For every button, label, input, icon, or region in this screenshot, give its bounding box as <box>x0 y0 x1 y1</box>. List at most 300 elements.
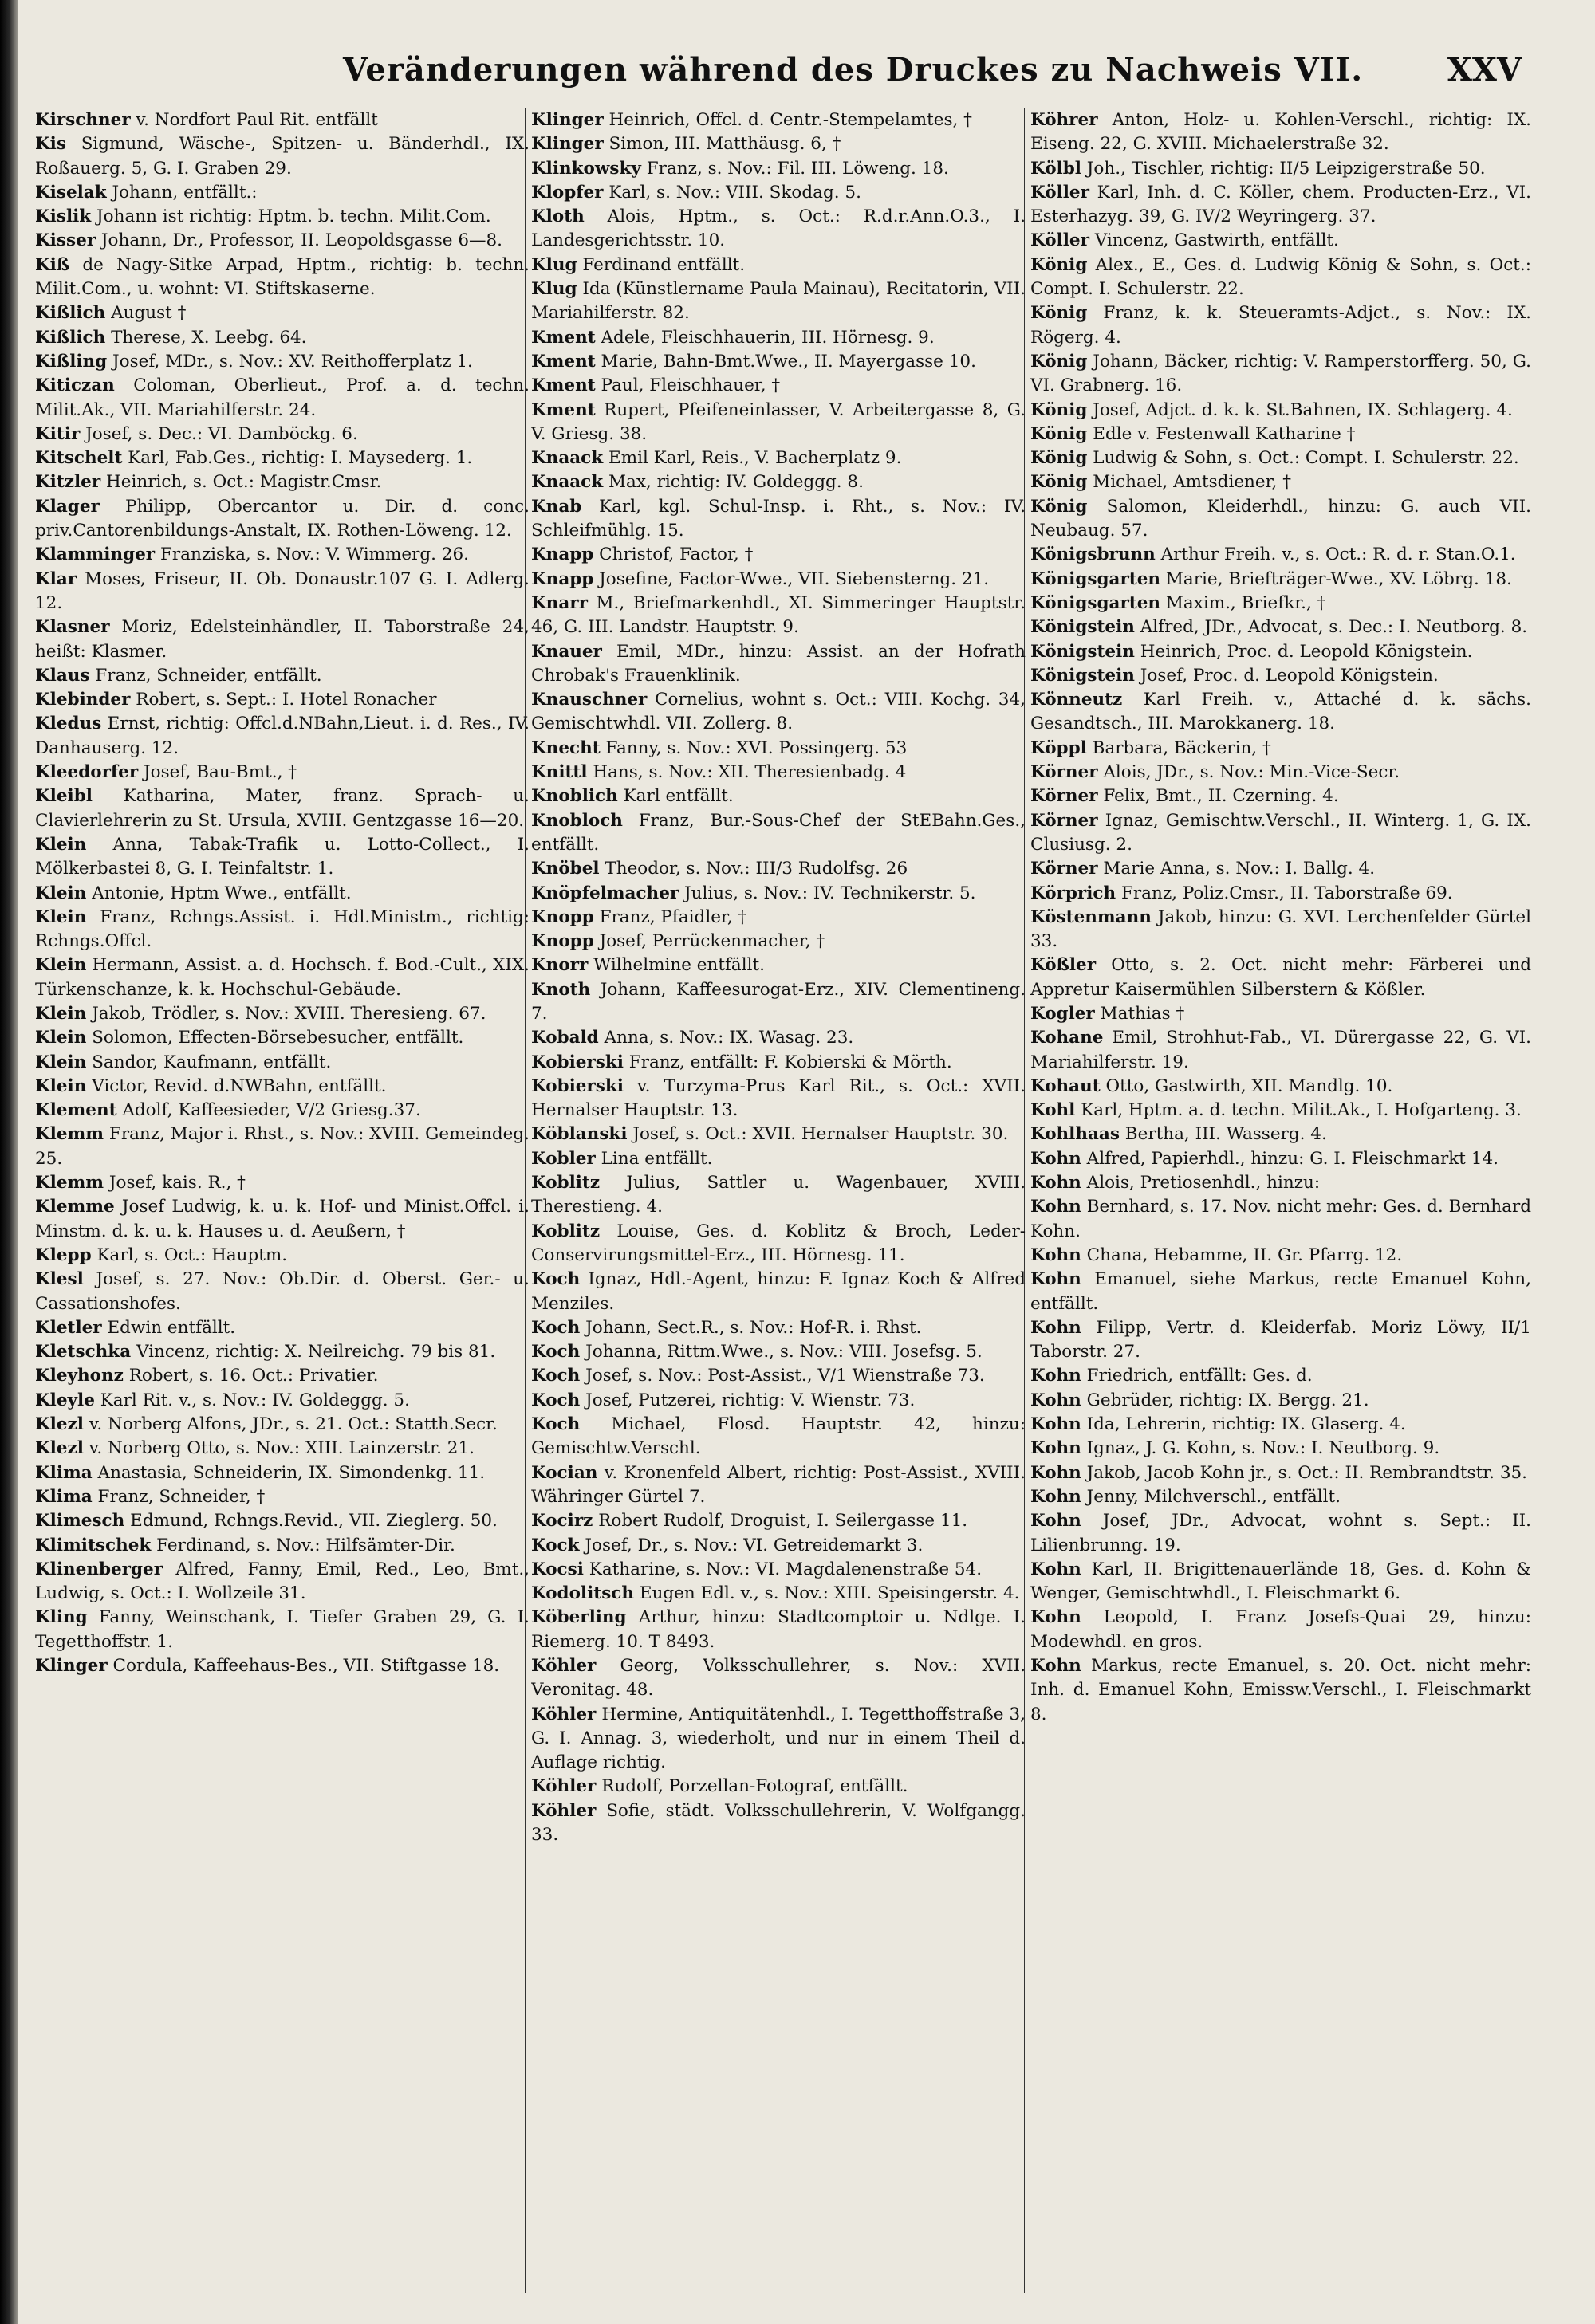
directory-entry <box>35 132 530 181</box>
directory-entry <box>35 1413 530 1437</box>
entry-surname: Kment <box>531 327 596 348</box>
entry-surname: König <box>1030 303 1088 324</box>
directory-entry <box>35 423 530 446</box>
directory-entry <box>531 181 1026 205</box>
entry-details: Franz, k. k. Steueramts-Adjct., s. Nov.: IX. Rögerg. 4. <box>1030 303 1531 348</box>
entry-details: Franziska, s. Nov.: V. Wimmerg. 26. <box>160 545 469 565</box>
directory-entry <box>531 1340 1026 1364</box>
entry-details: Chana, Hebamme, II. Gr. Pfarrg. 12. <box>1086 1245 1403 1265</box>
entry-surname: Köblanski <box>531 1124 628 1145</box>
entry-surname: Klesl <box>35 1269 84 1290</box>
entry-details: Adele, Fleischhauerin, III. Hörnesg. 9. <box>601 327 935 348</box>
directory-entry <box>531 1316 1026 1340</box>
entry-details: Franz, entfällt: F. Kobierski & Mörth. <box>628 1052 952 1072</box>
entry-surname: Kis <box>35 134 66 155</box>
entry-surname: Knoth <box>531 979 591 1000</box>
entry-surname: Kocsi <box>531 1559 584 1579</box>
directory-entry <box>35 108 530 132</box>
entry-details: Alois, JDr., s. Nov.: Min.-Vice-Secr. <box>1103 762 1400 783</box>
entry-details: Karl Freih. v., Attaché d. k. sächs. Gesandtsch., III. Marokkanerg. 18. <box>1030 690 1531 734</box>
entry-surname: Knaack <box>531 448 604 469</box>
entry-surname: Kling <box>35 1607 88 1628</box>
entry-details: Karl Rit. v., s. Nov.: IV. Goldeggg. 5. <box>100 1390 410 1410</box>
entry-details: Simon, III. Matthäusg. 6, † <box>608 134 841 155</box>
directory-entry <box>1030 446 1531 470</box>
directory-entry <box>531 1558 1026 1582</box>
entry-surname: Knopp <box>531 906 594 927</box>
entry-surname: Klemm <box>35 1173 104 1193</box>
directory-entry <box>35 1195 530 1244</box>
entry-details: Philipp, Obercantor u. Dir. d. conc. priv.Cantorenbildungs-Anstalt, IX. Rothen-Löweng. 12. <box>35 496 530 541</box>
entry-details: Ferdinand, s. Nov.: Hilfsämter-Dir. <box>156 1535 455 1555</box>
entry-details: Josef, Putzerei, richtig: V. Wienstr. 73. <box>585 1390 916 1410</box>
entry-details: Johann ist richtig: Hptm. b. techn. Milit.Com. <box>96 206 491 227</box>
entry-details: Hans, s. Nov.: XII. Theresienbadg. 4 <box>593 762 907 783</box>
directory-entry <box>531 1413 1026 1461</box>
directory-entry <box>1030 423 1531 446</box>
entry-surname: Kohn <box>1030 1148 1081 1169</box>
entry-details: Arthur Freih. v., s. Oct.: R. d. r. Stan.O.1. <box>1160 545 1516 565</box>
entry-surname: Kitzler <box>35 472 101 493</box>
entry-surname: Klein <box>35 883 87 903</box>
entry-details: Franz, Major i. Rhst., s. Nov.: XVIII. Gemeindeg. 25. <box>35 1124 530 1169</box>
entry-surname: Köhler <box>531 1800 597 1821</box>
directory-entry <box>35 374 530 423</box>
entry-details: Hermann, Assist. a. d. Hochsch. f. Bod.-Cult., XIX. Türkenschanze, k. k. Hochschul-Gebäude. <box>35 955 530 1000</box>
entry-surname: Koblitz <box>531 1221 601 1241</box>
directory-entry <box>1030 495 1531 544</box>
entry-details: Maxim., Briefkr., † <box>1165 592 1326 613</box>
directory-entry <box>1030 761 1531 784</box>
entry-surname: Kohn <box>1030 1438 1081 1459</box>
directory-entry <box>35 1075 530 1099</box>
entry-details: Max, richtig: IV. Goldeggg. 8. <box>608 472 864 493</box>
entry-surname: Kohn <box>1030 1317 1081 1338</box>
page-number: XXV <box>1447 51 1522 88</box>
entry-details: Sigmund, Wäsche-, Spitzen- u. Bänderhdl., IX. Roßauerg. 5, G. I. Graben 29. <box>35 134 530 179</box>
entry-details: Emil, Strohhut-Fab., VI. Dürergasse 22, G. VI. Mariahilferstr. 19. <box>1030 1028 1531 1072</box>
entry-surname: König <box>1030 254 1088 275</box>
entry-surname: Klein <box>35 955 87 976</box>
directory-entry <box>35 1509 530 1533</box>
entry-surname: Klug <box>531 279 577 300</box>
entry-surname: Knittl <box>531 762 588 783</box>
entry-details: Alois, Pretiosenhdl., hinzu: <box>1086 1173 1321 1193</box>
directory-entry <box>35 350 530 374</box>
entry-details: Marie, Briefträger-Wwe., XV. Löbrg. 18. <box>1165 568 1512 589</box>
entry-details: Ernst, richtig: Offcl.d.NBahn,Lieut. i. d. Res., IV. Danhauserg. 12. <box>35 714 530 758</box>
entry-surname: Kohn <box>1030 1486 1081 1507</box>
entry-details: Katharina, Mater, franz. Sprach- u. Clavierlehrerin zu St. Ursula, XVIII. Gentzgasse 16—20. <box>35 786 530 831</box>
entry-surname: Körner <box>1030 810 1098 831</box>
directory-entry <box>35 1485 530 1509</box>
entry-details: M., Briefmarkenhdl., XI. Simmeringer Hauptstr. 46, G. III. Landstr. Hauptstr. 9. <box>531 592 1026 638</box>
entry-surname: Kohn <box>1030 1414 1081 1435</box>
entry-surname: Kohn <box>1030 1511 1081 1532</box>
entry-details: Franz, Rchngs.Assist. i. Hdl.Ministm., richtig: Rchngs.Offcl. <box>35 906 530 952</box>
directory-entry <box>35 1244 530 1268</box>
entry-details: Ida (Künstlername Paula Mainau), Recitatorin, VII. Mariahilferstr. 82. <box>531 279 1026 324</box>
directory-entry <box>35 1099 530 1123</box>
directory-entry <box>35 1558 530 1606</box>
entry-details: Georg, Volksschullehrer, s. Nov.: XVII. Veronitag. 48. <box>531 1656 1026 1701</box>
directory-entry <box>531 954 1026 977</box>
entry-surname: Kohn <box>1030 1607 1081 1628</box>
entry-surname: Klima <box>35 1486 93 1507</box>
entry-surname: Klemm <box>35 1124 104 1145</box>
directory-entry <box>531 1509 1026 1533</box>
entry-surname: Kiß <box>35 254 70 275</box>
directory-entry <box>35 568 530 616</box>
entry-details: Jakob, Trödler, s. Nov.: XVIII. Theresieng. 67. <box>92 1003 486 1024</box>
entry-details: Heinrich, s. Oct.: Magistr.Cmsr. <box>106 472 382 493</box>
directory-entry <box>1030 1123 1531 1146</box>
directory-entry <box>531 350 1026 374</box>
entry-surname: Klinger <box>531 134 604 155</box>
directory-entry <box>35 688 530 712</box>
binding-gutter <box>0 0 18 2324</box>
directory-entry <box>1030 1244 1531 1268</box>
directory-entry <box>1030 1461 1531 1485</box>
directory-entry <box>531 374 1026 398</box>
entry-surname: Klein <box>35 1052 87 1072</box>
entry-details: Filipp, Vertr. d. Kleiderfab. Moriz Löwy, II/1 Taborstr. 27. <box>1030 1317 1531 1363</box>
directory-entry <box>1030 1437 1531 1461</box>
entry-surname: Kment <box>531 399 596 420</box>
entry-surname: Klopfer <box>531 182 604 203</box>
directory-entry <box>531 809 1026 858</box>
directory-entry <box>1030 108 1531 157</box>
entry-surname: Klug <box>531 254 577 275</box>
directory-entry <box>531 1220 1026 1268</box>
entry-details: Josef, s. Nov.: Post-Assist., V/1 Wienstraße 73. <box>585 1366 985 1386</box>
directory-entry <box>35 446 530 470</box>
directory-entry <box>35 1461 530 1485</box>
entry-details: Karl, s. Nov.: VIII. Skodag. 5. <box>608 182 861 203</box>
entry-details: Josef, Bau-Bmt., † <box>144 762 297 783</box>
directory-entry <box>35 1123 530 1171</box>
entry-details: Victor, Revid. d.NWBahn, entfällt. <box>92 1075 387 1096</box>
entry-details: Solomon, Effecten-Börsebesucher, entfällt. <box>92 1028 464 1048</box>
entry-surname: Kodolitsch <box>531 1583 635 1604</box>
entry-surname: Kleedorfer <box>35 762 139 783</box>
entry-surname: Kohaut <box>1030 1075 1101 1096</box>
entry-details: Julius, s. Nov.: IV. Technikerstr. 5. <box>684 883 976 903</box>
entry-surname: Knaack <box>531 472 604 493</box>
entry-surname: Klein <box>35 834 87 855</box>
entry-details: Robert Rudolf, Droguist, I. Seilergasse 11. <box>598 1511 968 1532</box>
entry-surname: Königsgarten <box>1030 568 1161 589</box>
entry-details: Karl, Fab.Ges., richtig: I. Maysederg. 1. <box>128 448 473 469</box>
directory-entry <box>35 1606 530 1654</box>
entry-details: Alois, Hptm., s. Oct.: R.d.r.Ann.O.3., I. Landesgerichtsstr. 10. <box>531 206 1026 251</box>
entry-surname: Klezl <box>35 1438 84 1459</box>
entry-details: Alfred, Papierhdl., hinzu: G. I. Fleischmarkt 14. <box>1086 1148 1499 1169</box>
entry-details: Jakob, Jacob Kohn jr., s. Oct.: II. Rembrandtstr. 35. <box>1086 1462 1528 1483</box>
directory-entry <box>531 1799 1026 1848</box>
directory-entry <box>531 1582 1026 1606</box>
directory-entry <box>35 543 530 567</box>
directory-entry <box>35 833 530 882</box>
entry-details: Josef Ludwig, k. u. k. Hof- und Minist.Offcl. i. Minstm. d. k. u. k. Hauses u. d. Aeußern, † <box>35 1197 530 1241</box>
entry-surname: Köberling <box>531 1607 627 1628</box>
entry-surname: Kledus <box>35 714 102 734</box>
entry-details: Emil, MDr., hinzu: Assist. an der Hofrath Chrobak's Frauenklinik. <box>531 641 1026 686</box>
entry-details: Josef, s. Dec.: VI. Damböckg. 6. <box>85 423 358 444</box>
directory-entry <box>531 1171 1026 1220</box>
entry-surname: Klimitschek <box>35 1535 152 1555</box>
entry-details: Katharine, s. Nov.: VI. Magdalenenstraße 54. <box>589 1559 983 1579</box>
directory-entry <box>531 1026 1026 1050</box>
directory-entry <box>1030 784 1531 808</box>
entry-details: Robert, s. Sept.: I. Hotel Ronacher <box>136 690 437 710</box>
column-1 <box>35 108 530 2293</box>
entry-details: Antonie, Hptm Wwe., entfällt. <box>92 883 352 903</box>
directory-entry <box>1030 1509 1531 1558</box>
directory-entry <box>1030 1364 1531 1388</box>
entry-surname: König <box>1030 399 1088 420</box>
entry-surname: Kißling <box>35 351 108 372</box>
entry-surname: Knarr <box>531 592 588 613</box>
entry-details: Michael, Amtsdiener, † <box>1093 472 1291 493</box>
entry-surname: Kleibl <box>35 786 93 807</box>
entry-surname: Knab <box>531 496 582 517</box>
column-2 <box>531 108 1026 2293</box>
directory-entry <box>35 1002 530 1026</box>
directory-entry <box>1030 1606 1531 1654</box>
entry-surname: Könneutz <box>1030 690 1123 710</box>
entry-details: Theodor, s. Nov.: III/3 Rudolfsg. 26 <box>605 859 908 879</box>
entry-surname: Kohn <box>1030 1390 1081 1410</box>
entry-surname: Klimesch <box>35 1511 125 1532</box>
directory-entry <box>531 1534 1026 1558</box>
entry-details: Johann, Kaffeesurogat-Erz., XIV. Clementineng. 7. <box>531 979 1026 1024</box>
entry-details: Johanna, Rittm.Wwe., s. Nov.: VIII. Josefsg. 5. <box>585 1342 983 1363</box>
entry-details: Franz, Schneider, entfällt. <box>95 665 322 686</box>
directory-entry <box>1030 157 1531 181</box>
directory-entry <box>35 1026 530 1050</box>
entry-details: Marie, Bahn-Bmt.Wwe., II. Mayergasse 10. <box>601 351 976 372</box>
entry-surname: Kment <box>531 376 596 396</box>
entry-details: Michael, Flosd. Hauptstr. 42, hinzu: Gemischtw.Verschl. <box>531 1414 1026 1459</box>
directory-entry <box>531 1147 1026 1171</box>
entry-surname: Köhler <box>531 1704 597 1724</box>
entry-details: Cornelius, wohnt s. Oct.: VIII. Kochg. 34, Gemischtwhdl. VII. Zollerg. 8. <box>531 690 1026 734</box>
directory-entry <box>1030 254 1531 302</box>
entry-surname: Kohn <box>1030 1173 1081 1193</box>
directory-entry <box>531 978 1026 1027</box>
entry-surname: König <box>1030 423 1088 444</box>
entry-details: Felix, Bmt., II. Czerning. 4. <box>1103 786 1339 807</box>
directory-entry <box>531 205 1026 254</box>
directory-entry <box>1030 1171 1531 1195</box>
entry-surname: Kohn <box>1030 1462 1081 1483</box>
entry-surname: Koch <box>531 1269 581 1290</box>
directory-entry <box>1030 301 1531 350</box>
page-header <box>48 46 1563 102</box>
directory-entry <box>1030 1026 1531 1075</box>
directory-entry <box>531 277 1026 326</box>
directory-entry <box>35 1389 530 1413</box>
entry-details: Arthur, hinzu: Stadtcomptoir u. Ndlge. I. Riemerg. 10. T 8493. <box>531 1607 1026 1652</box>
entry-surname: Königstein <box>1030 617 1135 638</box>
entry-surname: Kleyhonz <box>35 1366 124 1386</box>
directory-entry <box>1030 1389 1531 1413</box>
entry-surname: Koch <box>531 1366 581 1386</box>
entry-details: Vincenz, Gastwirth, entfällt. <box>1094 230 1339 251</box>
entry-details: Josef, s. Oct.: XVII. Hernalser Hauptstr. 30. <box>632 1124 1009 1145</box>
entry-surname: Knapp <box>531 568 594 589</box>
directory-entry <box>35 1437 530 1461</box>
entry-details: Fanny, s. Nov.: XVI. Possingerg. 53 <box>605 737 908 758</box>
directory-entry <box>1030 181 1531 230</box>
entry-surname: Knauer <box>531 641 602 662</box>
entry-details: Anastasia, Schneiderin, IX. Simondenkg. 11. <box>97 1462 486 1483</box>
directory-entry <box>35 1534 530 1558</box>
entry-surname: Knecht <box>531 737 601 758</box>
directory-entry <box>1030 664 1531 688</box>
entry-details: Edle v. Festenwall Katharine † <box>1093 423 1356 444</box>
directory-entry <box>531 1606 1026 1654</box>
directory-entry <box>1030 568 1531 592</box>
entry-details: Ignaz, Gemischtw.Verschl., II. Winterg. 1, G. IX. Clusiusg. 2. <box>1030 810 1531 855</box>
directory-entry <box>35 954 530 1002</box>
directory-entry <box>1030 1147 1531 1171</box>
entry-details: Anna, s. Nov.: IX. Wasag. 23. <box>604 1028 854 1048</box>
entry-details: Cordula, Kaffeehaus-Bes., VII. Stiftgasse 18. <box>112 1656 500 1676</box>
entry-surname: Köstenmann <box>1030 906 1152 927</box>
directory-entry <box>1030 1268 1531 1316</box>
entry-details: Jakob, hinzu: G. XVI. Lerchenfelder Gürtel 33. <box>1030 906 1531 952</box>
entry-surname: Kislik <box>35 206 92 227</box>
entry-surname: Klinger <box>35 1656 108 1676</box>
directory-entry <box>35 882 530 906</box>
entry-surname: Kiticzan <box>35 376 115 396</box>
entry-details: Josef, JDr., Advocat, wohnt s. Sept.: II. Lilienbrunng. 19. <box>1030 1511 1531 1555</box>
entry-details: Wilhelmine entfällt. <box>593 955 765 976</box>
entry-details: Josef, Dr., s. Nov.: VI. Getreidemarkt 3. <box>585 1535 924 1555</box>
directory-entry <box>531 543 1026 567</box>
entry-details: Leopold, I. Franz Josefs-Quai 29, hinzu: Modewhdl. en gros. <box>1030 1607 1531 1652</box>
entry-surname: Kobierski <box>531 1052 624 1072</box>
directory-entry <box>1030 640 1531 664</box>
entry-details: Anton, Holz- u. Kohlen-Verschl., richtig: IX. Eiseng. 22, G. XVIII. Michaelerstraße 32. <box>1030 110 1531 155</box>
column-3 <box>1030 108 1531 2293</box>
entry-details: Josef, s. 27. Nov.: Ob.Dir. d. Oberst. Ger.- u. Cassationshofes. <box>35 1269 530 1314</box>
directory-entry <box>1030 906 1531 954</box>
directory-entry <box>1030 470 1531 494</box>
directory-entry <box>1030 615 1531 639</box>
entry-surname: Klinger <box>531 110 604 130</box>
entry-details: Fanny, Weinschank, I. Tiefer Graben 29, G. I. Tegetthoffstr. 1. <box>35 1607 530 1652</box>
directory-entry <box>35 1171 530 1195</box>
entry-surname: Köhrer <box>1030 110 1098 130</box>
entry-surname: Königstein <box>1030 641 1135 662</box>
entry-details: Ludwig & Sohn, s. Oct.: Compt. I. Schulerstr. 22. <box>1093 448 1519 469</box>
entry-surname: Kobler <box>531 1148 596 1169</box>
directory-entry <box>531 1268 1026 1316</box>
directory-entry <box>1030 809 1531 858</box>
directory-entry <box>531 1051 1026 1075</box>
entry-surname: Königstein <box>1030 665 1135 686</box>
entry-details: Edmund, Rchngs.Revid., VII. Zieglerg. 50. <box>130 1511 498 1532</box>
entry-details: Otto, s. 2. Oct. nicht mehr: Färberei und Appretur Kaisermühlen Silberstern & Kößler. <box>1030 955 1531 1000</box>
entry-surname: Kocian <box>531 1462 598 1483</box>
directory-entry <box>1030 1002 1531 1026</box>
entry-details: Ignaz, J. G. Kohn, s. Nov.: I. Neutborg. 9. <box>1086 1438 1440 1459</box>
entry-surname: Kloth <box>531 206 585 227</box>
directory-entry <box>531 930 1026 954</box>
directory-entry <box>1030 399 1531 423</box>
directory-entry <box>35 495 530 544</box>
directory-entry <box>531 132 1026 156</box>
entry-details: Marie Anna, s. Nov.: I. Ballg. 4. <box>1103 859 1376 879</box>
directory-entry <box>35 1316 530 1340</box>
entry-surname: Köller <box>1030 182 1089 203</box>
directory-entry <box>531 688 1026 737</box>
directory-entry <box>1030 857 1531 881</box>
entry-surname: Klima <box>35 1462 93 1483</box>
entry-surname: Kisser <box>35 230 96 251</box>
entry-details: Alex., E., Ges. d. Ludwig König & Sohn, s. Oct.: Compt. I. Schulerstr. 22. <box>1030 254 1531 300</box>
entry-surname: Koch <box>531 1390 581 1410</box>
entry-details: Sandor, Kaufmann, entfällt. <box>92 1052 332 1072</box>
entry-surname: Klar <box>35 568 77 589</box>
entry-details: Louise, Ges. d. Koblitz & Broch, Leder-Conservirungsmittel-Erz., III. Hörnesg. 11. <box>531 1221 1026 1265</box>
entry-details: Adolf, Kaffeesieder, V/2 Griesg.37. <box>122 1100 421 1121</box>
entry-surname: Körner <box>1030 786 1098 807</box>
directory-entry <box>531 568 1026 592</box>
entry-details: Franz, Pfaidler, † <box>599 906 747 927</box>
entry-surname: Koch <box>531 1414 581 1435</box>
directory-entry <box>1030 737 1531 761</box>
entry-surname: Koblitz <box>531 1173 601 1193</box>
directory-entry <box>531 640 1026 689</box>
entry-surname: Klebinder <box>35 690 131 710</box>
entry-surname: Knopp <box>531 931 594 952</box>
entry-details: Franz, Poliz.Cmsr., II. Taborstraße 69. <box>1120 883 1453 903</box>
entry-details: Christof, Factor, † <box>599 545 754 565</box>
entry-details: Johann, Dr., Professor, II. Leopoldsgasse 6—8. <box>100 230 503 251</box>
directory-entry <box>531 399 1026 447</box>
entry-details: Josef, Perrückenmacher, † <box>599 931 825 952</box>
entry-details: Bertha, III. Wasserg. 4. <box>1124 1124 1327 1145</box>
entry-surname: Körner <box>1030 762 1098 783</box>
entry-details: Lina entfällt. <box>601 1148 713 1169</box>
directory-entry <box>1030 1075 1531 1099</box>
entry-details: Mathias † <box>1100 1003 1185 1024</box>
entry-details: Julius, Sattler u. Wagenbauer, XVIII. Therestieng. 4. <box>531 1173 1026 1217</box>
entry-surname: Kogler <box>1030 1003 1095 1024</box>
directory-entry <box>35 1654 530 1678</box>
entry-surname: Klinenberger <box>35 1559 163 1579</box>
entry-details: Josefine, Factor-Wwe., VII. Siebensterng. 21. <box>599 568 990 589</box>
entry-details: Karl, II. Brigittenauerlände 18, Ges. d. Kohn & Wenger, Gemischtwhdl., I. Fleischmarkt 6. <box>1030 1559 1531 1604</box>
directory-entry <box>531 761 1026 784</box>
entry-details: v. Nordfort Paul Rit. entfällt <box>136 110 378 130</box>
entry-details: Ferdinand entfällt. <box>582 254 746 275</box>
directory-entry <box>531 737 1026 761</box>
entry-surname: Kohane <box>1030 1028 1104 1048</box>
entry-details: Josef, MDr., s. Nov.: XV. Reithofferplatz 1. <box>112 351 473 372</box>
entry-details: Josef, Proc. d. Leopold Königstein. <box>1140 665 1439 686</box>
directory-entry <box>1030 954 1531 1002</box>
directory-entry <box>1030 229 1531 253</box>
entry-surname: Knapp <box>531 545 594 565</box>
directory-entry <box>531 1654 1026 1703</box>
entry-surname: Kiselak <box>35 182 107 203</box>
entry-surname: Kleyle <box>35 1390 95 1410</box>
